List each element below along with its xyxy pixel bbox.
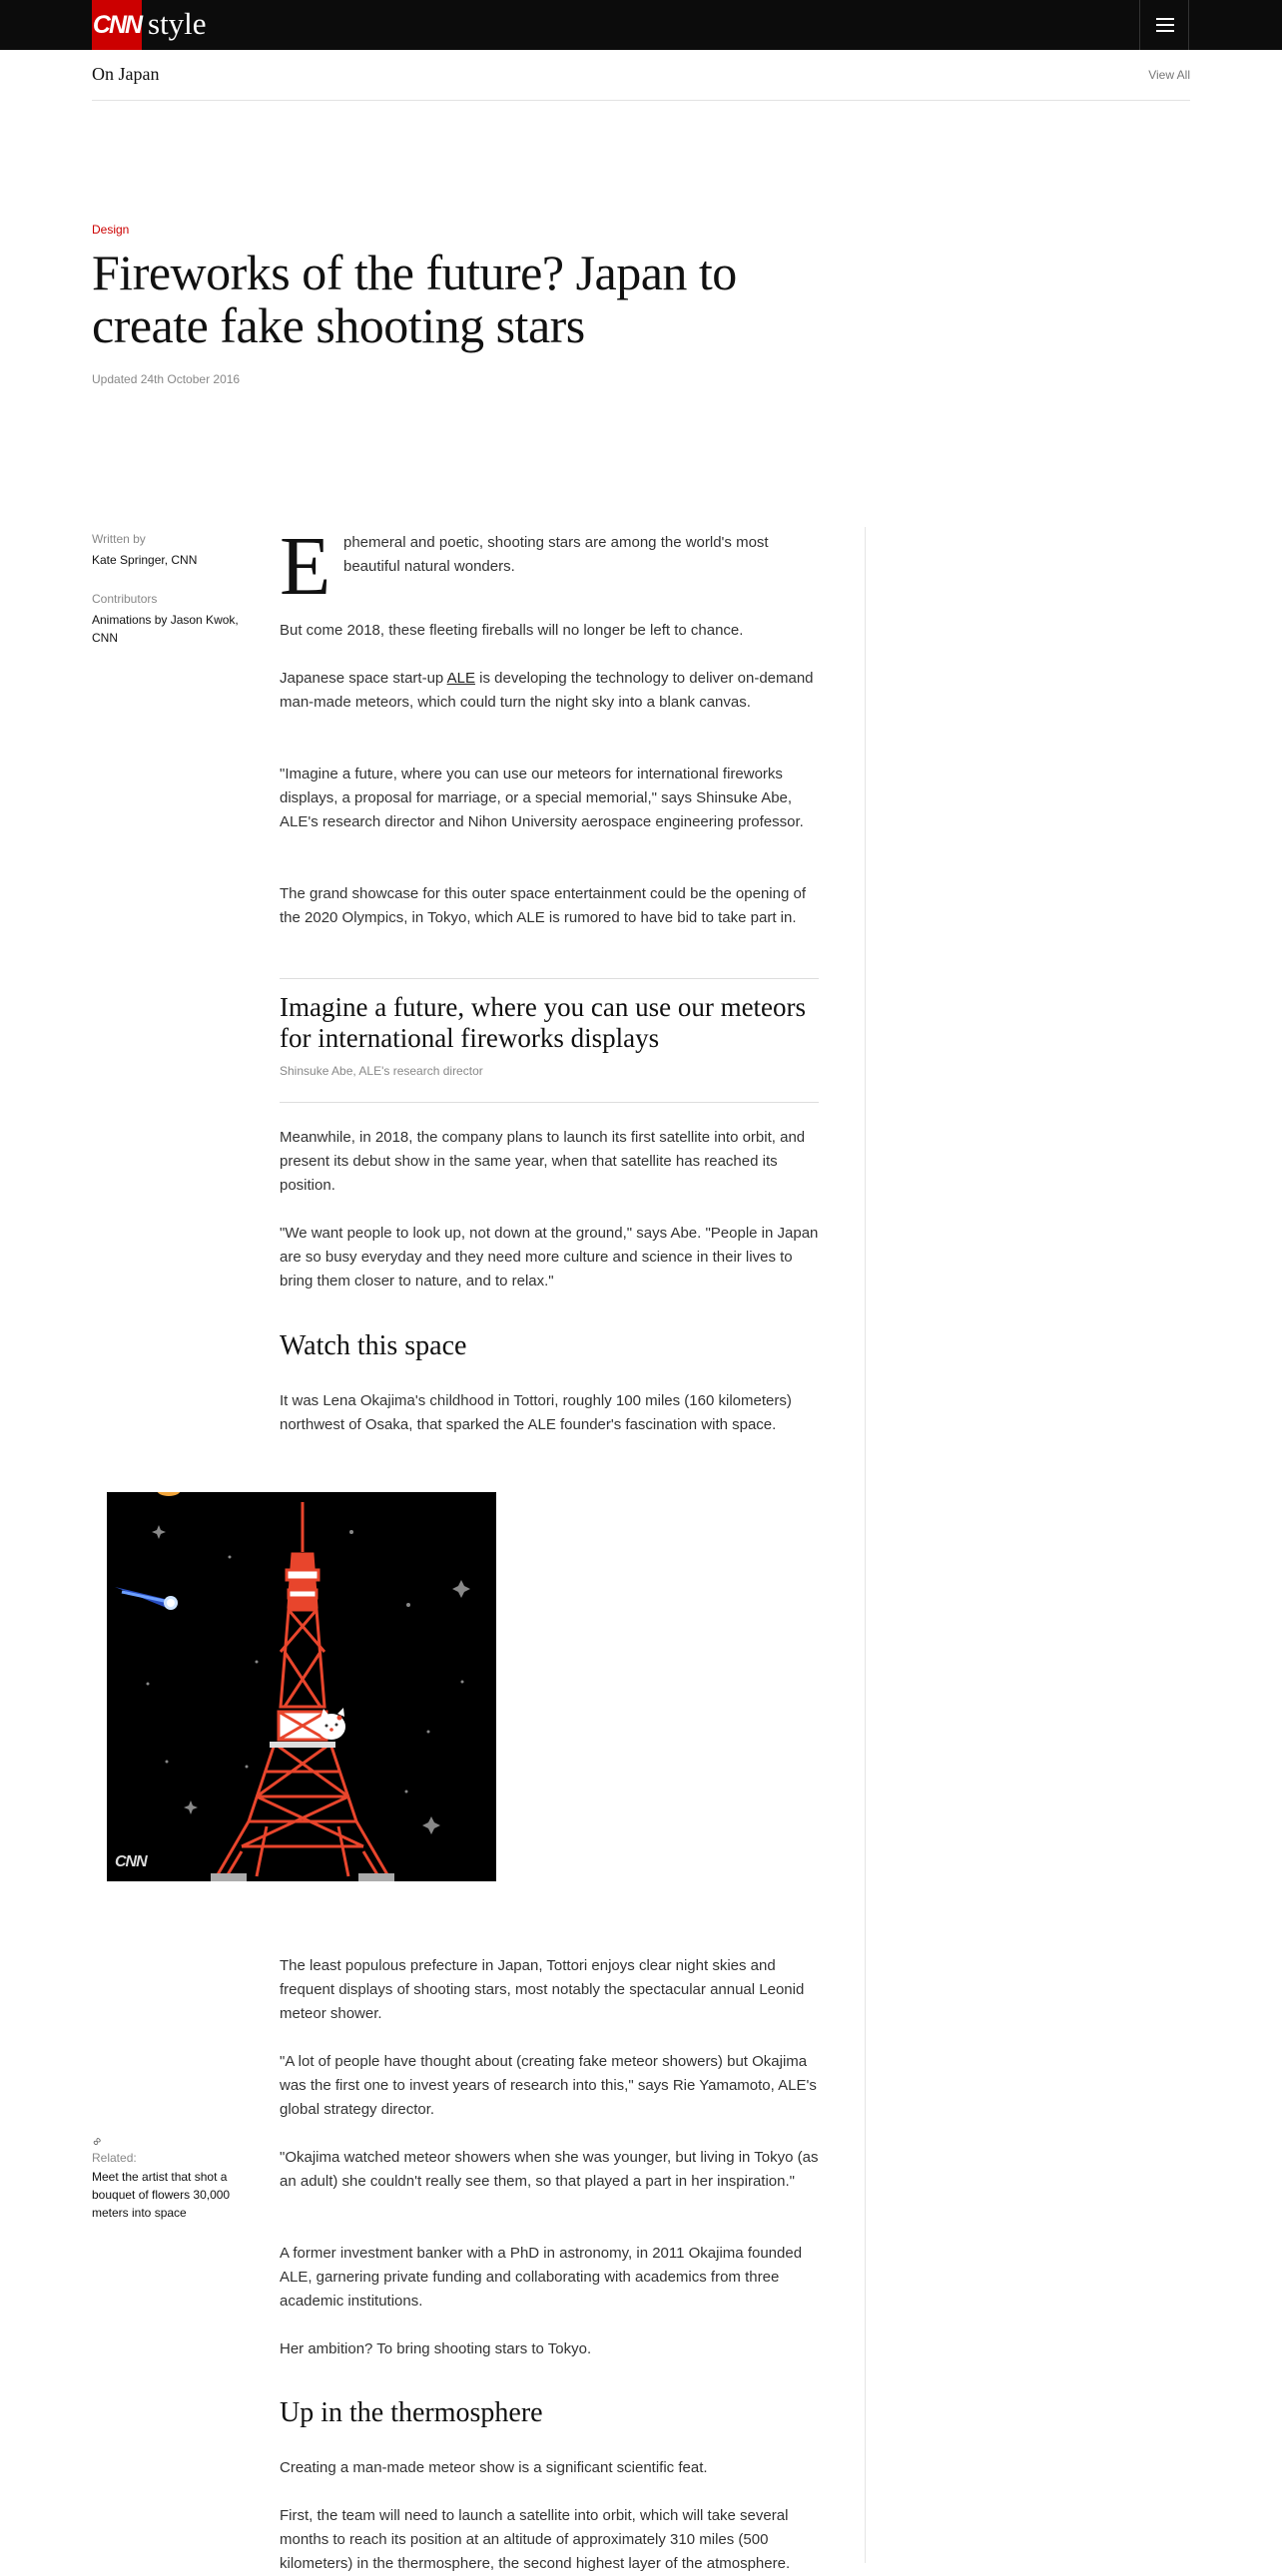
written-by-label: Written by xyxy=(92,532,146,546)
headline: Fireworks of the future? Japan to create fake shooting stars xyxy=(92,245,737,353)
updated-date: Updated 24th October 2016 xyxy=(92,372,241,386)
paragraph: But come 2018, these fleeting fireballs will no longer be left to chance. xyxy=(280,622,744,639)
column-divider xyxy=(865,527,866,2563)
contributors: Animations by Jason Kwok, CNN xyxy=(92,613,239,645)
paragraph: "A lot of people have thought about (creating fake meteor showers) but Okajima was the first one to invest years of research into this," says Rie Yamamoto, ALE's global strategy director. xyxy=(280,2053,817,2118)
paragraph: It was Lena Okajima's childhood in Tottori, roughly 100 miles (160 kilometers) northwest of Osaka, that sparked the ALE founder's fascination with space. xyxy=(280,1392,792,1433)
top-bar xyxy=(0,0,1282,50)
paragraph: Creating a man-made meteor show is a significant scientific feat. xyxy=(280,2459,708,2476)
subheading: Up in the thermosphere xyxy=(280,2397,543,2428)
related-article-link[interactable]: Meet the artist that shot a bouquet of flowers 30,000 meters into space xyxy=(92,2170,231,2220)
paragraph: First, the team will need to launch a satellite into orbit, which will take several months to reach its position at an altitude of approximately 310 miles (500 kilometers) in the thermosphere, the second highest layer of the atmosphere. xyxy=(280,2507,791,2572)
pull-quote-attribution: Shinsuke Abe, ALE's research director xyxy=(280,1064,483,1078)
ale-link[interactable]: ALE xyxy=(446,670,475,687)
paragraph: Japanese space start-up ALE is developing the technology to deliver on-demand man-made meteors, which could turn the night sky into a blank canvas. xyxy=(280,670,814,711)
tokyo-tower-animation[interactable] xyxy=(107,1492,496,1881)
related-label: Related: xyxy=(92,2151,137,2165)
pull-quote: Imagine a future, where you can use our meteors for international fireworks displays xyxy=(280,992,807,1053)
link-icon: ∞ xyxy=(88,2133,105,2150)
contributors-label: Contributors xyxy=(92,592,158,606)
style-logo[interactable]: style xyxy=(148,6,207,41)
hamburger-icon xyxy=(1156,18,1174,20)
series-title[interactable]: On Japan xyxy=(92,64,160,84)
tokyo-tower-illustration xyxy=(107,1492,496,1881)
paragraph: A former investment banker with a PhD in astronomy, in 2011 Okajima founded ALE, garnering private funding and collaborating with academics from three academic institutions. xyxy=(280,2245,803,2310)
paragraph: "Okajima watched meteor showers when she was younger, but living in Tokyo (as an adult) she couldn't really see them, so that played a part in her inspiration." xyxy=(280,2149,819,2190)
author: Kate Springer, CNN xyxy=(92,553,198,567)
related-link-block[interactable] xyxy=(88,2133,242,2222)
divider xyxy=(280,978,819,979)
cnn-watermark: CNN xyxy=(115,1853,147,1870)
paragraph: Her ambition? To bring shooting stars to Tokyo. xyxy=(280,2340,592,2357)
divider xyxy=(280,1102,819,1103)
paragraph: Meanwhile, in 2018, the company plans to launch its first satellite into orbit, and present its debut show in the same year, when that satellite has reached its position. xyxy=(280,1129,806,1194)
paragraph: "Imagine a future, where you can use our meteors for international fireworks displays, a proposal for marriage, or a special memorial," says Shinsuke Abe, ALE's research director and Nihon University aerospace engineering professor. xyxy=(280,766,804,830)
paragraph: phemeral and poetic, shooting stars are among the world's most beautiful natural wonders. xyxy=(343,534,769,575)
drop-cap: E xyxy=(280,520,331,613)
paragraph: "We want people to look up, not down at the ground," says Abe. "People in Japan are so busy everyday and they need more culture and science in their lives to bring them closer to nature, and to relax." xyxy=(280,1225,819,1289)
credits xyxy=(92,531,242,647)
section-label[interactable]: Design xyxy=(92,223,130,237)
menu-button[interactable] xyxy=(1139,0,1189,50)
cnn-logo[interactable]: CNN xyxy=(92,0,142,50)
view-all-link[interactable]: View All xyxy=(1148,68,1190,82)
paragraph: The least populous prefecture in Japan, Tottori enjoys clear night skies and frequent displays of shooting stars, most notably the spectacular annual Leonid meteor shower. xyxy=(280,1957,805,2022)
paragraph: The grand showcase for this outer space entertainment could be the opening of the 2020 Olympics, in Tokyo, which ALE is rumored to have bid to take part in. xyxy=(280,885,806,926)
subheading: Watch this space xyxy=(280,1330,467,1361)
sub-nav xyxy=(92,50,1190,101)
